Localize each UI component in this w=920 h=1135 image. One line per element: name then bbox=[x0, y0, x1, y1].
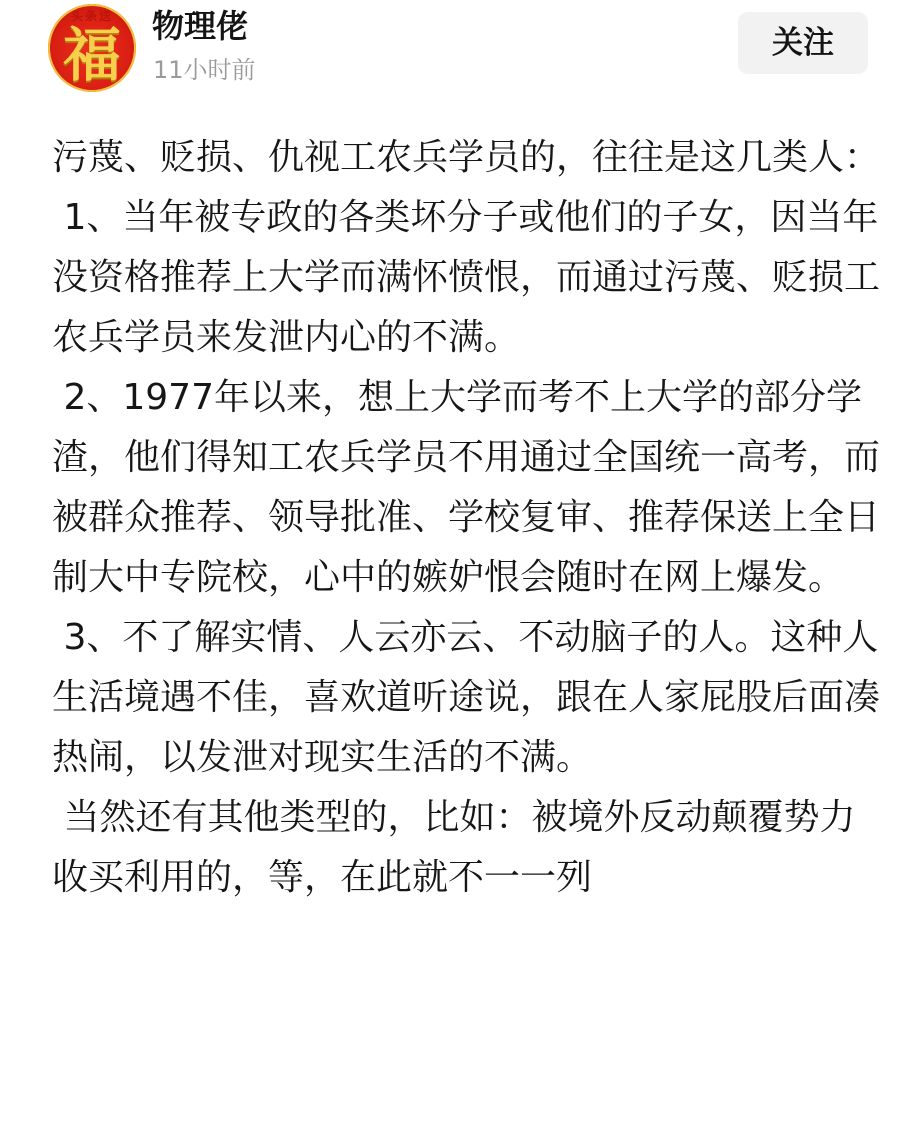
follow-button[interactable]: 关注 bbox=[738, 12, 868, 74]
post-paragraph-other: 当然还有其他类型的，比如：被境外反动颠覆势力收买利用的，等，在此就不一一列 bbox=[52, 797, 856, 898]
author-name[interactable]: 物理佬 bbox=[152, 7, 249, 45]
post-body bbox=[52, 128, 882, 908]
post-paragraph-3: 3、不了解实情、人云亦云、不动脑子的人。这种人生活境遇不佳，喜欢道听途说，跟在人家屁股后面凑热闹，以发泄对现实生活的不满。 bbox=[52, 617, 881, 778]
post-timestamp: 11小时前 bbox=[153, 56, 256, 84]
avatar-banner-text: 头条送 bbox=[70, 9, 113, 23]
post-paragraph-2: 2、1977年以来，想上大学而考不上大学的部分学渣，他们得知工农兵学员不用通过全国统一高考，而被群众推荐、领导批准、学校复审、推荐保送上全日制大中专院校，心中的嫉妒恨会随时在网上爆发。 bbox=[52, 377, 881, 598]
post-paragraph-intro: 污蔑、贬损、仇视工农兵学员的，往往是这几类人： bbox=[52, 137, 881, 178]
avatar-fu-glyph: 福 bbox=[62, 21, 121, 89]
post-header bbox=[0, 0, 920, 100]
post-paragraph-1: 1、当年被专政的各类坏分子或他们的子女，因当年没资格推荐上大学而满怀愤恨，而通过污蔑、贬损工农兵学员来发泄内心的不满。 bbox=[52, 197, 881, 358]
avatar[interactable] bbox=[48, 4, 136, 92]
